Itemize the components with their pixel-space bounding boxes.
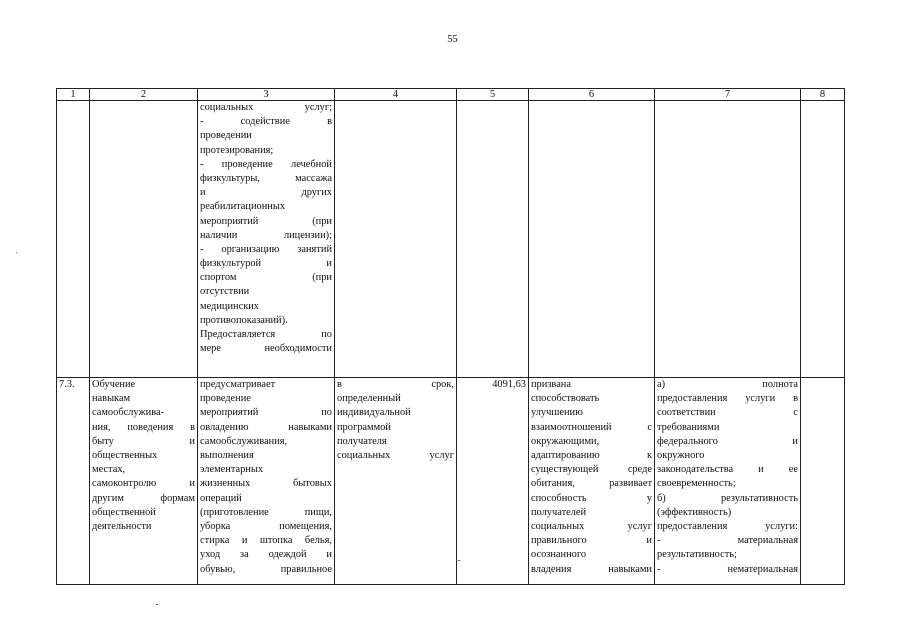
table-row-7-3 xyxy=(57,378,845,585)
text-line: а) полнота xyxy=(657,379,798,390)
text-line: - материальная xyxy=(657,535,798,547)
text-line: программой xyxy=(337,421,391,433)
header-cell-5: 5 xyxy=(457,89,529,101)
text-line: в срок, xyxy=(337,379,454,390)
text-line: местах, xyxy=(92,464,126,476)
text-line: отсутствии xyxy=(200,286,250,298)
text-line: Предоставляется по xyxy=(200,329,332,341)
text-line: соответствии с xyxy=(657,407,798,419)
text-line: общественной xyxy=(92,506,156,518)
text-line: социальных услуг xyxy=(531,520,652,532)
text-lines xyxy=(200,378,332,577)
text-line: индивидуальной xyxy=(337,407,411,419)
text-line: жизненных бытовых xyxy=(200,478,332,490)
text-line: (приготовление пищи, xyxy=(200,506,332,518)
scan-speck xyxy=(156,604,158,605)
text-line: наличии лицензии); xyxy=(200,229,332,241)
text-line: владения навыками xyxy=(531,563,652,575)
cell-service-description xyxy=(198,378,335,585)
cell-indicators xyxy=(655,101,801,378)
text-line: существующей среде xyxy=(531,464,652,476)
header-cell-2: 2 xyxy=(90,89,198,101)
text-lines xyxy=(92,378,195,534)
text-line: б) результативность xyxy=(657,492,798,504)
text-line: и других xyxy=(200,187,332,199)
text-line: ния, поведения в xyxy=(92,421,195,433)
text-line: - организацию занятий xyxy=(200,243,332,255)
text-line: уход за одеждой и xyxy=(200,549,332,561)
text-line: протезирования; xyxy=(200,144,274,156)
text-line: (эффективность) xyxy=(657,506,732,518)
cell-number: 7.3. xyxy=(57,378,90,585)
scan-speck xyxy=(458,560,460,561)
text-line: призвана xyxy=(531,379,571,390)
cell-service-name xyxy=(90,101,198,378)
cell-term xyxy=(335,101,457,378)
text-line: предусматривает xyxy=(200,379,276,390)
services-table xyxy=(56,88,845,585)
text-line: взаимоотношений с xyxy=(531,421,652,433)
text-line: противопоказаний). xyxy=(200,314,288,326)
text-line: обувью, правильное xyxy=(200,563,332,575)
text-line: другим формам xyxy=(92,492,195,504)
text-line: медицинских xyxy=(200,300,259,312)
cell-term xyxy=(335,378,457,585)
text-line: предоставления услуги в xyxy=(657,393,798,405)
cell-tariff xyxy=(457,101,529,378)
header-cell-1: 1 xyxy=(57,89,90,101)
header-cell-3: 3 xyxy=(198,89,335,101)
text-line: предоставления услуги: xyxy=(657,520,798,532)
text-line: мероприятий (при xyxy=(200,215,332,227)
text-line: самообслужива- xyxy=(92,407,165,419)
text-line: выполнения xyxy=(200,449,254,461)
text-lines xyxy=(200,101,332,356)
text-line: навыкам xyxy=(92,393,131,405)
text-line: мере необходимости xyxy=(200,343,332,355)
text-line: деятельности xyxy=(92,520,152,532)
text-line: результативность; xyxy=(657,549,737,561)
text-line: самоконтролю и xyxy=(92,478,195,490)
cell-tariff: 4091,63 xyxy=(457,378,529,585)
text-line: окружающими, xyxy=(531,435,600,447)
text-line: проведение xyxy=(200,393,251,405)
text-line: физкультуры, массажа xyxy=(200,172,332,184)
text-lines xyxy=(531,378,652,577)
header-cell-4: 4 xyxy=(335,89,457,101)
text-line: проведении xyxy=(200,130,252,142)
text-line: быту и xyxy=(92,435,195,447)
text-line: осознанного xyxy=(531,549,587,561)
text-line: - проведение лечебной xyxy=(200,158,332,170)
text-line: мероприятий по xyxy=(200,407,332,419)
text-line: требованиями xyxy=(657,421,720,433)
text-line: получателя xyxy=(337,435,387,447)
header-cell-6: 6 xyxy=(529,89,655,101)
text-line: стирка и штопка белья, xyxy=(200,535,332,547)
text-line: - содействие в xyxy=(200,116,332,128)
text-line: элементарных xyxy=(200,464,264,476)
text-line: - нематериальная xyxy=(657,563,798,575)
text-line: спортом (при xyxy=(200,272,332,284)
text-line: социальных услуг xyxy=(337,450,454,461)
cell-conditions xyxy=(529,378,655,585)
cell-indicators xyxy=(655,378,801,585)
cell-conditions xyxy=(529,101,655,378)
header-cell-8: 8 xyxy=(801,89,845,101)
cell-note xyxy=(801,101,845,378)
text-line: физкультурой и xyxy=(200,258,332,270)
text-line: реабилитационных xyxy=(200,201,286,213)
table-row-continuation xyxy=(57,101,845,378)
text-line: окружного xyxy=(657,449,705,461)
text-line: определенный xyxy=(337,393,401,405)
text-line: федерального и xyxy=(657,435,798,447)
page-number: 55 xyxy=(447,34,458,45)
scan-speck xyxy=(16,252,17,253)
text-line: адаптированию к xyxy=(531,450,652,461)
text-lines xyxy=(657,378,798,577)
text-line: самообслуживания, xyxy=(200,435,288,447)
text-line: Обучение xyxy=(92,379,136,390)
text-line: овладению навыками xyxy=(200,421,332,433)
header-cell-7: 7 xyxy=(655,89,801,101)
cell-service-name xyxy=(90,378,198,585)
text-line: способствовать xyxy=(531,393,600,405)
cell-number xyxy=(57,101,90,378)
cell-note xyxy=(801,378,845,585)
text-line: операций xyxy=(200,492,242,504)
text-line: получателей xyxy=(531,506,587,518)
header-row xyxy=(57,89,845,101)
text-line: своевременность; xyxy=(657,478,736,490)
text-lines xyxy=(337,378,454,463)
text-line: социальных услуг; xyxy=(200,102,332,113)
text-line: улучшению xyxy=(531,407,583,419)
text-line: законодательства и ее xyxy=(657,464,798,476)
cell-service-description xyxy=(198,101,335,378)
text-line: уборка помещения, xyxy=(200,520,332,532)
text-line: общественных xyxy=(92,449,158,461)
text-line: обитания, развивает xyxy=(531,478,652,490)
text-line: способность у xyxy=(531,492,652,504)
text-line: правильного и xyxy=(531,535,652,547)
